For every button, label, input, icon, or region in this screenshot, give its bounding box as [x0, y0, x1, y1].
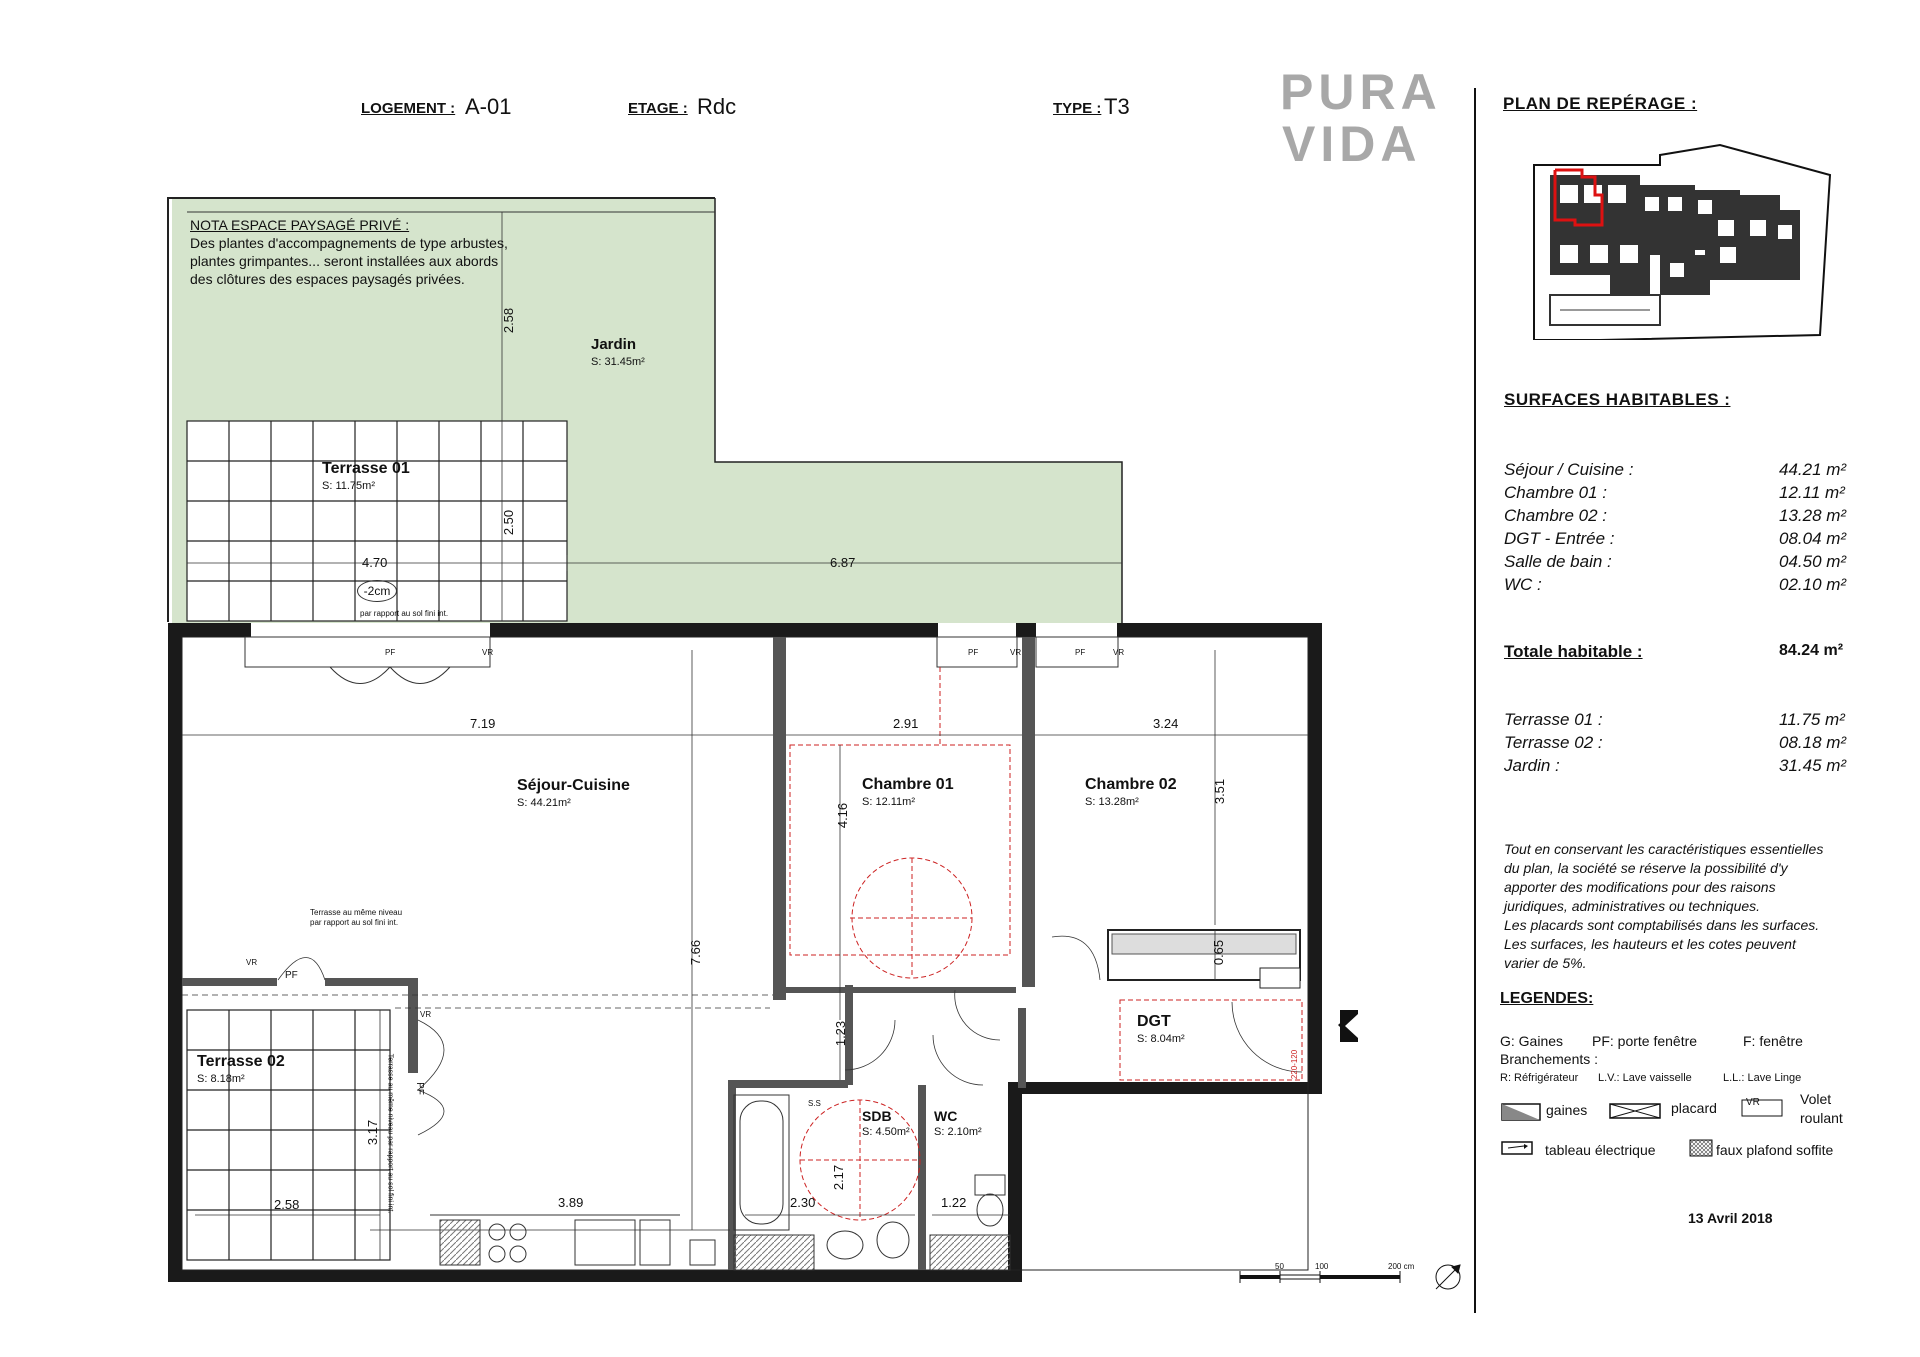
pf-label-chambre02: PF [1075, 648, 1086, 657]
exterior-value: 31.45 m² [1779, 756, 1847, 775]
surface-label: Salle de bain : [1504, 552, 1612, 571]
exterior-value: 08.18 m² [1779, 733, 1847, 752]
surface-label: DGT - Entrée : [1504, 529, 1615, 548]
legend-tableau-label: tableau électrique [1545, 1142, 1656, 1158]
legend-volet-1: Volet [1800, 1091, 1832, 1107]
tableau-symbol [1502, 1142, 1532, 1154]
dgt-name: DGT [1137, 1013, 1171, 1030]
wc-surface: S: 2.10m² [934, 1126, 982, 1138]
kitchen-counter [430, 1215, 715, 1265]
site-map [1520, 135, 1840, 340]
plan-date: 13 Avril 2018 [1688, 1210, 1773, 1226]
etage-label: ETAGE : [628, 100, 688, 117]
compass-icon [1436, 1265, 1460, 1289]
dim-1-23: 1.23 [833, 1020, 849, 1047]
door-note: 220-120 [1290, 1049, 1300, 1080]
pf-label-top-left: PF [385, 648, 396, 657]
legend-faux-label: faux plafond soffite [1716, 1142, 1834, 1158]
jardin-surface: S: 31.45m² [591, 356, 645, 368]
dim-4-16: 4.16 [835, 802, 851, 829]
etage-value: Rdc [697, 94, 737, 119]
dim-2-17: 2.17 [831, 1164, 847, 1191]
scale-label-200: 200 cm [1388, 1262, 1415, 1271]
plan-reperage-title: PLAN DE REPÉRAGE : [1503, 94, 1698, 113]
vr-label-top-left: VR [482, 648, 494, 657]
dim-7-66: 7.66 [688, 939, 704, 966]
exterior-row [1504, 710, 1864, 733]
disclaimer-line: varier de 5%. [1504, 955, 1587, 971]
sejour-surface: S: 44.21m² [517, 797, 571, 809]
dim-2-58-bottom: 2.58 [274, 1197, 300, 1212]
dim-2-91: 2.91 [893, 716, 919, 731]
legend-pf: PF: porte fenêtre [1592, 1033, 1698, 1049]
dgt-surface: S: 8.04m² [1137, 1033, 1185, 1045]
dim-1-22: 1.22 [941, 1195, 967, 1210]
logement-value: A-01 [465, 94, 512, 119]
dim-2-50: 2.50 [501, 509, 517, 536]
exterior-label: Terrasse 02 : [1504, 733, 1603, 752]
surface-label: Chambre 01 : [1504, 483, 1607, 502]
exterior-list [1504, 710, 1864, 779]
dim-3-89: 3.89 [558, 1195, 584, 1210]
disclaimer-line: Tout en conservant les caractéristiques essentielles [1504, 841, 1824, 857]
terrasse-02-surface: S: 8.18m² [197, 1073, 245, 1085]
terrasse-vertical-note: Terrasse au même niveau par rapport au sol fini int. [386, 1053, 394, 1214]
chambre-02-surface: S: 13.28m² [1085, 796, 1139, 808]
nota-block [190, 216, 508, 288]
vr-label-terrasse02: VR [246, 958, 258, 967]
vr-label-chambre01: VR [1010, 648, 1022, 657]
pf-label-side: PF [413, 1082, 425, 1095]
disclaimer-line: Les surfaces, les hauteurs et les cotes peuvent [1504, 936, 1796, 952]
sdb-name: SDB [862, 1108, 892, 1124]
pf-label-terrasse02: PF [285, 970, 298, 981]
surface-row [1504, 529, 1864, 552]
dim-6-87: 6.87 [830, 555, 856, 570]
legend-ll: L.L.: Lave Linge [1723, 1072, 1802, 1084]
faux-plafond-symbol [1690, 1140, 1712, 1156]
disclaimer-line: Les placards sont comptabilisés dans les surfaces. [1504, 917, 1820, 933]
legend-placard-label: placard [1671, 1100, 1717, 1116]
total-label: Totale habitable : [1504, 642, 1643, 661]
surface-label: WC : [1504, 575, 1542, 594]
dim-2cm: -2cm [357, 580, 397, 602]
legend-vr-box: VR [1746, 1097, 1760, 1108]
pf-label-chambre01: PF [968, 648, 979, 657]
surface-row [1504, 483, 1864, 506]
legend-g: G: Gaines [1500, 1033, 1564, 1049]
disclaimer [1504, 840, 1884, 973]
jardin-name: Jardin [591, 336, 637, 353]
chambre-01-name: Chambre 01 [862, 776, 954, 793]
surface-label: Chambre 02 : [1504, 506, 1607, 525]
surface-value: 44.21 m² [1779, 460, 1847, 479]
placard-symbol [1610, 1104, 1660, 1118]
logement-label: LOGEMENT : [361, 100, 456, 117]
exterior-label: Terrasse 01 : [1504, 710, 1603, 729]
legend-r: R: Réfrigérateur [1500, 1072, 1579, 1084]
surface-label: Séjour / Cuisine : [1504, 460, 1634, 479]
disclaimer-line: apporter des modifications pour des raisons [1504, 879, 1776, 895]
surface-value: 04.50 m² [1779, 552, 1847, 571]
terrasse-01-name: Terrasse 01 [322, 460, 410, 477]
surfaces-list [1504, 460, 1864, 598]
exterior-row [1504, 733, 1864, 756]
legend-gaines-label: gaines [1546, 1102, 1588, 1118]
dim-2-58-top: 2.58 [501, 307, 517, 334]
type-value: T3 [1104, 94, 1130, 119]
scale-bar [1240, 1271, 1400, 1283]
nota-title: NOTA ESPACE PAYSAGÉ PRIVÉ : [190, 217, 410, 233]
gaines-symbol [1502, 1104, 1540, 1120]
exterior-value: 11.75 m² [1779, 710, 1845, 729]
dim-4-70: 4.70 [362, 555, 388, 570]
legend-title: LEGENDES: [1500, 990, 1594, 1007]
dim-0-65: 0.65 [1211, 939, 1227, 966]
dim-2-30: 2.30 [790, 1195, 816, 1210]
sejour-name: Séjour-Cuisine [517, 777, 630, 794]
nota-line-1: Des plantes d'accompagnements de type arbustes, [190, 235, 508, 251]
terrasse-01-surface: S: 11.75m² [322, 480, 375, 492]
type-label: TYPE : [1053, 100, 1102, 117]
brand-line-1: PURA [1280, 64, 1442, 120]
dim-2cm-note: par rapport au sol fini int. [360, 609, 449, 618]
vr-label-side: VR [420, 1010, 432, 1019]
dim-7-19: 7.19 [470, 716, 496, 731]
ss-label: S.S [808, 1099, 821, 1108]
dim-3-51: 3.51 [1212, 778, 1228, 805]
surface-value: 08.04 m² [1779, 529, 1847, 548]
terrasse-02-name: Terrasse 02 [197, 1053, 285, 1070]
dim-3-24: 3.24 [1153, 716, 1179, 731]
surface-value: 12.11 m² [1779, 483, 1845, 502]
wc-name: WC [934, 1108, 958, 1124]
legend-branchements: Branchements : [1500, 1051, 1599, 1067]
sdb-surface: S: 4.50m² [862, 1126, 910, 1138]
exterior-label: Jardin : [1504, 756, 1560, 775]
side-divider [1474, 88, 1476, 1313]
exterior-row [1504, 756, 1864, 779]
surfaces-title: SURFACES HABITABLES : [1504, 390, 1731, 409]
terrasse-02-tiles [187, 1010, 390, 1260]
total-value: 84.24 m² [1779, 642, 1844, 659]
dim-3-17: 3.17 [365, 1119, 381, 1146]
disclaimer-line: juridiques, administratives ou techniques. [1504, 898, 1761, 914]
nota-line-2: plantes grimpantes... seront installées aux abords [190, 253, 499, 269]
brand-line-2: VIDA [1282, 116, 1422, 172]
vr-label-chambre02: VR [1113, 648, 1125, 657]
surface-row [1504, 575, 1864, 598]
surface-value: 13.28 m² [1779, 506, 1847, 525]
chambre-01-surface: S: 12.11m² [862, 796, 915, 808]
legend-volet-2: roulant [1800, 1110, 1843, 1126]
scale-label-50: 50 [1275, 1262, 1284, 1271]
surface-row [1504, 460, 1864, 483]
nota-line-3: des clôtures des espaces paysagés privées. [190, 271, 465, 287]
surface-value: 02.10 m² [1779, 575, 1847, 594]
chambre-02-name: Chambre 02 [1085, 776, 1177, 793]
legend-f: F: fenêtre [1743, 1033, 1803, 1049]
surface-row [1504, 552, 1864, 575]
scale-label-100: 100 [1315, 1262, 1329, 1271]
disclaimer-line: du plan, la société se réserve la possibilité d'y [1504, 860, 1788, 876]
terrasse-note-line2: par rapport au sol fini int. [310, 918, 399, 927]
surface-row [1504, 506, 1864, 529]
legend-lv: L.V.: Lave vaisselle [1598, 1072, 1692, 1084]
terrasse-note-line1: Terrasse au même niveau [310, 908, 403, 917]
